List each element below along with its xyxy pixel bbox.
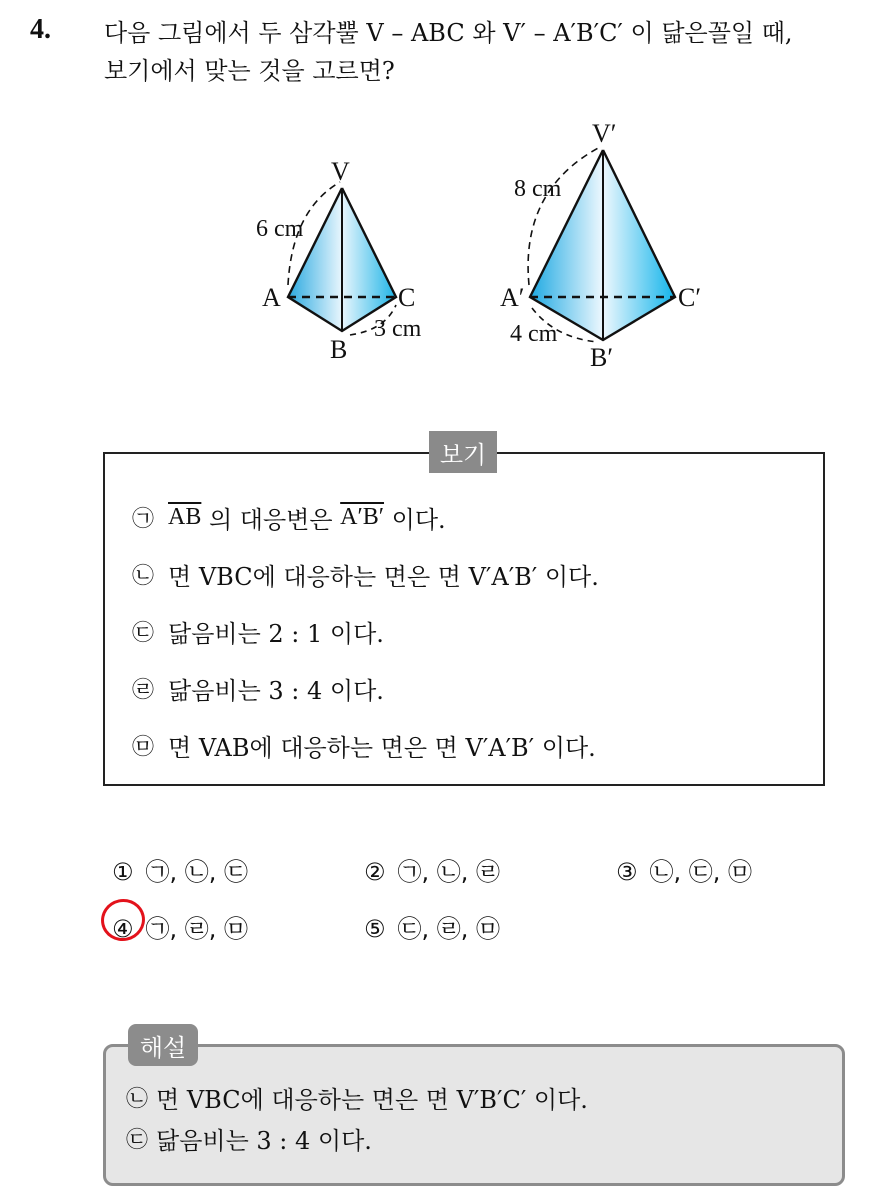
face-vbc-left <box>342 188 396 331</box>
length-va: 6 cm <box>256 216 304 242</box>
choice-number: ② <box>364 858 386 886</box>
choice-number: ⑤ <box>364 915 386 943</box>
bogi-item-1-end: 이다. <box>384 506 446 534</box>
segment-a-prime-b-prime: A′B′ <box>340 504 385 530</box>
question-number: 4. <box>30 14 51 45</box>
bogi-title: 보기 <box>429 431 497 473</box>
solution-box <box>103 1044 845 1186</box>
choice-1[interactable] <box>112 852 248 887</box>
bogi-mark: ㉣ <box>132 678 155 703</box>
pyramid-left <box>256 157 422 364</box>
bogi-mark: ㉤ <box>132 735 155 760</box>
face-vab-left <box>288 188 342 331</box>
length-bc: 3 cm <box>374 316 422 342</box>
bogi-item-text: 닮음비는 2 : 1 이다. <box>168 620 384 648</box>
bogi-item-4 <box>132 671 384 706</box>
bogi-item-3 <box>132 614 384 649</box>
pyramid-figure <box>0 0 884 420</box>
solution-mark: ㉡ <box>126 1087 149 1112</box>
choice-text: ㉠, ㉡, ㉣ <box>397 858 501 886</box>
choice-text: ㉠, ㉡, ㉢ <box>145 858 249 886</box>
label-v: V <box>331 157 350 186</box>
solution-line-2 <box>126 1121 372 1156</box>
question-line-2: 보기에서 맞는 것을 고르면? <box>104 57 395 85</box>
bogi-mark: ㉡ <box>132 564 155 589</box>
solution-text: 면 VBC에 대응하는 면은 면 V′B′C′ 이다. <box>156 1086 588 1114</box>
solution-line-1 <box>126 1080 588 1115</box>
choice-5[interactable] <box>364 909 500 944</box>
choice-number: ④ <box>112 915 134 943</box>
bogi-item-text: 면 VBC에 대응하는 면은 면 V′A′B′ 이다. <box>168 563 599 591</box>
bogi-mark: ㉠ <box>132 507 155 532</box>
question-line-1: 다음 그림에서 두 삼각뿔 V – ABC 와 V′ – A′B′C′ 이 닮은꼴일 때, <box>104 19 793 47</box>
bogi-item-2 <box>132 557 599 592</box>
length-v-prime-a-prime: 8 cm <box>514 176 562 202</box>
label-c-prime: C′ <box>678 283 702 312</box>
label-b: B <box>330 335 348 364</box>
choice-number: ① <box>112 858 134 886</box>
bogi-mark: ㉢ <box>132 621 155 646</box>
bogi-item-text: 면 VAB에 대응하는 면은 면 V′A′B′ 이다. <box>168 734 596 762</box>
face-vbc-right <box>603 150 675 340</box>
solution-mark: ㉢ <box>126 1128 149 1153</box>
label-c: C <box>398 283 416 312</box>
length-a-prime-b-prime: 4 cm <box>510 321 558 347</box>
bogi-item-5 <box>132 728 596 763</box>
pyramid-right <box>500 119 701 372</box>
choice-text: ㉡, ㉢, ㉤ <box>649 858 753 886</box>
bogi-item-1 <box>132 500 446 535</box>
choice-number: ③ <box>616 858 638 886</box>
solution-text: 닮음비는 3 : 4 이다. <box>156 1127 372 1155</box>
choice-text: ㉢, ㉣, ㉤ <box>397 915 501 943</box>
choice-3[interactable] <box>616 852 752 887</box>
label-v-prime: V′ <box>592 119 617 148</box>
label-a-prime: A′ <box>500 283 525 312</box>
choice-2[interactable] <box>364 852 500 887</box>
bogi-item-text: 닮음비는 3 : 4 이다. <box>168 677 384 705</box>
bogi-item-1-mid: 의 대응변은 <box>201 506 341 534</box>
segment-ab: $\overline{AB}$ <box>168 504 202 530</box>
choice-text: ㉠, ㉣, ㉤ <box>145 915 249 943</box>
label-a: A <box>262 283 281 312</box>
label-b-prime: B′ <box>590 343 614 372</box>
solution-title: 해설 <box>128 1024 198 1066</box>
